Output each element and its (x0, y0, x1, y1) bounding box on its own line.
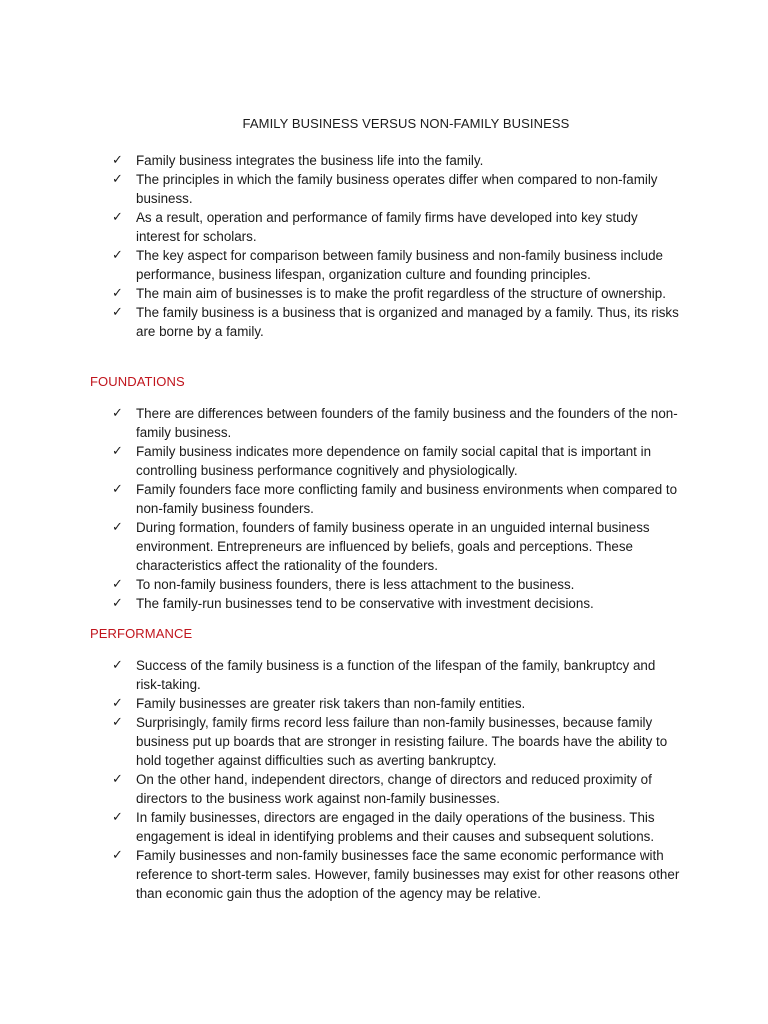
bullet-text: Success of the family business is a function of the lifespan of the family, bankruptcy and risk-taking. (136, 658, 656, 692)
performance-bullet-list (112, 656, 682, 903)
checkmark-icon: ✓ (112, 406, 123, 421)
list-item (112, 151, 682, 170)
list-item (112, 303, 682, 341)
checkmark-icon: ✓ (112, 482, 123, 497)
bullet-text: Family businesses and non-family businesses face the same economic performance with reference to short-term sales. However, family businesses may exist for other reasons other than economic gain thus the adoption of the agency may be relative. (136, 848, 680, 901)
intro-bullet-list (112, 151, 682, 341)
list-item (112, 284, 682, 303)
bullet-text: The main aim of businesses is to make the profit regardless of the structure of ownership. (136, 286, 666, 301)
bullet-text: The principles in which the family business operates differ when compared to non-family business. (136, 172, 658, 206)
checkmark-icon: ✓ (112, 696, 123, 711)
checkmark-icon: ✓ (112, 715, 123, 730)
bullet-text: Family business indicates more dependence on family social capital that is important in controlling business performance cognitively and physiologically. (136, 444, 652, 478)
checkmark-icon: ✓ (112, 248, 123, 263)
checkmark-icon: ✓ (112, 286, 123, 301)
list-item (112, 656, 682, 694)
checkmark-icon: ✓ (112, 172, 123, 187)
checkmark-icon: ✓ (112, 153, 123, 168)
checkmark-icon: ✓ (112, 596, 123, 611)
bullet-text: During formation, founders of family business operate in an unguided internal business environment. Entrepreneurs are influenced by beliefs, goals and perceptions. These characteristics affect the rationality of the founders. (136, 520, 650, 573)
list-item (112, 808, 682, 846)
list-item (112, 846, 682, 903)
list-item (112, 170, 682, 208)
bullet-text: The family business is a business that is organized and managed by a family. Thus, its risks are borne by a family. (136, 305, 679, 339)
section-heading-foundations: FOUNDATIONS (90, 374, 185, 389)
checkmark-icon: ✓ (112, 305, 123, 320)
checkmark-icon: ✓ (112, 210, 123, 225)
list-item (112, 518, 682, 575)
list-item (112, 404, 682, 442)
checkmark-icon: ✓ (112, 444, 123, 459)
list-item (112, 208, 682, 246)
bullet-text: Surprisingly, family firms record less failure than non-family businesses, because family business put up boards that are stronger in resisting failure. The boards have the ability to hold together against difficulties such as averting bankruptcy. (136, 715, 668, 768)
list-item (112, 575, 682, 594)
list-item (112, 480, 682, 518)
bullet-text: On the other hand, independent directors, change of directors and reduced proximity of directors to the business work against non-family businesses. (136, 772, 652, 806)
checkmark-icon: ✓ (112, 577, 123, 592)
bullet-text: To non-family business founders, there is less attachment to the business. (136, 577, 575, 592)
list-item (112, 694, 682, 713)
list-item (112, 442, 682, 480)
bullet-text: As a result, operation and performance of family firms have developed into key study interest for scholars. (136, 210, 638, 244)
bullet-text: In family businesses, directors are engaged in the daily operations of the business. This engagement is ideal in identifying problems and their causes and subsequent solutions. (136, 810, 655, 844)
bullet-text: Family founders face more conflicting family and business environments when compared to non-family business founders. (136, 482, 678, 516)
list-item (112, 246, 682, 284)
foundations-bullet-list (112, 404, 682, 613)
checkmark-icon: ✓ (112, 772, 123, 787)
list-item (112, 713, 682, 770)
bullet-text: The key aspect for comparison between family business and non-family business include performance, business lifespan, organization culture and founding principles. (136, 248, 663, 282)
list-item (112, 594, 682, 613)
bullet-text: The family-run businesses tend to be conservative with investment decisions. (136, 596, 594, 611)
bullet-text: Family businesses are greater risk takers than non-family entities. (136, 696, 526, 711)
list-item (112, 770, 682, 808)
checkmark-icon: ✓ (112, 520, 123, 535)
checkmark-icon: ✓ (112, 658, 123, 673)
document-title: FAMILY BUSINESS VERSUS NON-FAMILY BUSINESS (242, 116, 570, 131)
checkmark-icon: ✓ (112, 848, 123, 863)
bullet-text: Family business integrates the business life into the family. (136, 153, 484, 168)
bullet-text: There are differences between founders of the family business and the founders of the non-family business. (136, 406, 678, 440)
section-heading-performance: PERFORMANCE (90, 626, 193, 641)
checkmark-icon: ✓ (112, 810, 123, 825)
